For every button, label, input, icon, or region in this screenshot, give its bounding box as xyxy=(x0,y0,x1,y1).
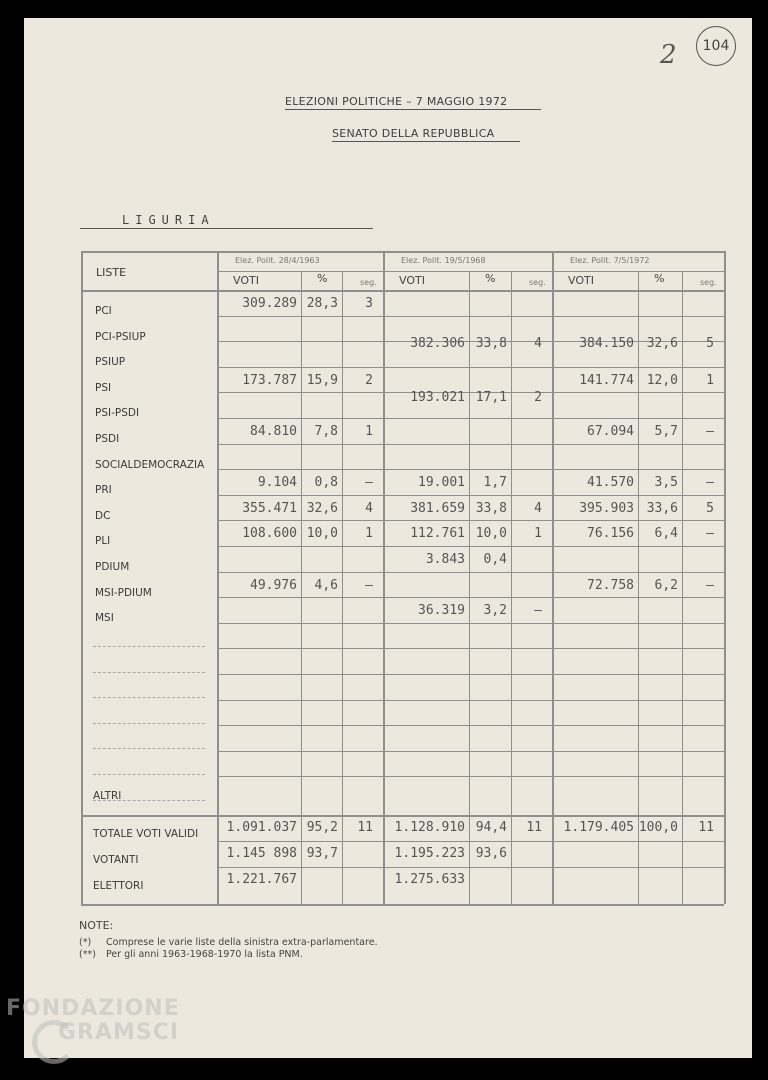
cell-voti: 173.787 xyxy=(242,372,297,388)
cell-voti: 19.001 xyxy=(418,475,465,491)
table-row-line xyxy=(217,316,724,317)
table-row-line xyxy=(217,597,724,598)
note-text-1: Comprese le varie liste della sinistra extra-parlamentare. xyxy=(106,937,378,948)
list-name: PDIUM xyxy=(95,561,130,573)
cell-seg: 1 xyxy=(365,526,373,542)
region-title: LIGURIA xyxy=(80,213,373,229)
archive-number: 104 xyxy=(702,38,730,54)
list-name: PSI xyxy=(95,381,112,394)
list-name: PCI xyxy=(95,305,112,317)
cell-pct: 32,6 xyxy=(306,500,338,516)
table-row-line xyxy=(217,700,724,701)
cell-pct: 0,8 xyxy=(314,475,338,491)
blank-list-line xyxy=(93,774,205,775)
blank-list-line xyxy=(93,723,205,724)
cell-seg: – xyxy=(365,577,373,593)
table-row-line xyxy=(217,648,724,649)
cell-voti: 384.150 xyxy=(579,335,634,351)
cell-seg: 11 xyxy=(526,820,542,835)
list-name: DC xyxy=(95,509,111,522)
table-row-line xyxy=(217,546,724,547)
cell-voti: 108.600 xyxy=(242,526,297,542)
table-row-line xyxy=(217,674,724,675)
cell-pct: 32,6 xyxy=(646,335,678,351)
list-name: MSI xyxy=(95,612,114,625)
period-header-2: Elez. Polit. 19/5/1968 xyxy=(401,256,486,265)
cell-seg: – xyxy=(706,577,714,593)
list-name: PRI xyxy=(95,484,112,497)
cell-seg: – xyxy=(706,475,714,491)
cell-seg: 4 xyxy=(534,500,542,516)
cell-voti: 36.319 xyxy=(418,603,465,619)
total-label: ELETTORI xyxy=(93,880,144,892)
total-label: VOTANTI xyxy=(93,854,139,866)
table-row-line xyxy=(217,495,724,496)
blank-list-line xyxy=(93,672,205,673)
notes-title: NOTE: xyxy=(79,919,114,932)
cell-seg: 11 xyxy=(698,820,714,835)
cell-pct: 100,0 xyxy=(638,820,678,835)
blank-list-line xyxy=(93,697,205,698)
cell-pct: 17,1 xyxy=(475,390,507,406)
cell-pct: 95,2 xyxy=(306,820,338,835)
list-name: PSDI xyxy=(95,433,120,445)
table-row-line xyxy=(217,725,724,726)
cell-pct: 5,7 xyxy=(654,424,678,439)
table-totals-separator xyxy=(81,815,724,817)
liste-header: LISTE xyxy=(96,266,127,279)
note-mark-1: (*) xyxy=(79,937,92,948)
cell-voti: 382.306 xyxy=(410,335,465,351)
table-border-right xyxy=(724,251,726,904)
table-header-subline xyxy=(217,271,724,272)
cell-voti: 1.195.223 xyxy=(394,846,465,861)
table-row-line xyxy=(217,751,724,752)
cell-voti: 72.758 xyxy=(587,577,634,593)
table-row-line xyxy=(217,841,724,842)
cell-seg: 1 xyxy=(706,372,714,388)
table-border-top xyxy=(81,251,724,253)
cell-seg: 1 xyxy=(534,526,542,542)
total-label: TOTALE VOTI VALIDI xyxy=(93,828,199,840)
seg-header-2: seg. xyxy=(529,278,546,287)
cell-pct: 12,0 xyxy=(646,372,678,388)
pct-header-3: % xyxy=(654,272,665,285)
list-name: PLI xyxy=(95,535,111,548)
note-mark-2: (**) xyxy=(79,949,96,960)
cell-voti: 1.221.767 xyxy=(226,872,297,887)
cell-voti: 67.094 xyxy=(587,424,634,439)
cell-voti: 3.843 xyxy=(425,552,465,567)
cell-seg: 2 xyxy=(365,372,373,388)
period-header-3: Elez. Polit. 7/5/1972 xyxy=(570,256,650,265)
cell-voti: 112.761 xyxy=(410,526,465,542)
blank-list-line xyxy=(93,646,205,647)
cell-pct: 10,0 xyxy=(306,526,338,542)
cell-voti: 76.156 xyxy=(587,526,634,542)
table-row-line xyxy=(217,776,724,777)
list-name: PCI-PSIUP xyxy=(95,330,146,343)
cell-voti: 309.289 xyxy=(242,296,297,311)
seg-header-3: seg. xyxy=(700,278,717,287)
cell-voti: 1.275.633 xyxy=(394,872,465,887)
cell-seg: – xyxy=(534,603,542,619)
cell-pct: 4,6 xyxy=(314,577,338,593)
seg-header-1: seg. xyxy=(360,278,377,287)
voti-header-1: VOTI xyxy=(233,274,259,287)
cell-voti: 141.774 xyxy=(579,372,634,388)
cell-voti: 1.091.037 xyxy=(226,820,297,835)
blank-list-line xyxy=(93,748,205,749)
table-row-line xyxy=(217,469,724,470)
cell-pct: 0,4 xyxy=(483,552,507,567)
list-name: PSIUP xyxy=(95,356,126,369)
cell-pct: 33,6 xyxy=(646,500,678,516)
table-border-left xyxy=(81,251,83,904)
cell-pct: 6,2 xyxy=(654,577,678,593)
cell-seg: – xyxy=(365,475,373,491)
cell-pct: 7,8 xyxy=(314,424,338,439)
cell-voti: 1.145 898 xyxy=(226,846,297,861)
watermark-line2: GRAMSCI xyxy=(58,1020,180,1045)
list-name: MSI-PDIUM xyxy=(95,586,152,599)
cell-seg: – xyxy=(706,526,714,542)
cell-seg: 5 xyxy=(706,335,714,351)
cell-seg: 5 xyxy=(706,500,714,516)
watermark-line1: FONDAZIONE xyxy=(6,996,180,1021)
document-title: ELEZIONI POLITICHE – 7 MAGGIO 1972 xyxy=(285,95,541,110)
cell-seg: 3 xyxy=(365,296,373,311)
cell-voti: 84.810 xyxy=(250,424,297,439)
pct-header-1: % xyxy=(317,272,328,285)
voti-header-2: VOTI xyxy=(399,274,425,287)
cell-seg: 11 xyxy=(357,820,373,835)
note-text-2: Per gli anni 1963-1968-1970 la lista PNM. xyxy=(106,949,303,960)
cell-pct: 33,8 xyxy=(475,335,507,351)
cell-pct: 6,4 xyxy=(654,526,678,542)
table-row-line xyxy=(217,572,724,573)
document-subtitle: SENATO DELLA REPUBBLICA xyxy=(332,127,520,142)
list-name-altri: ALTRI xyxy=(93,790,122,802)
cell-pct: 93,6 xyxy=(475,846,507,861)
cell-voti: 355.471 xyxy=(242,500,297,516)
cell-seg: 2 xyxy=(534,390,542,406)
table-row-line xyxy=(217,520,724,521)
voti-header-3: VOTI xyxy=(568,274,594,287)
table-row-line xyxy=(217,418,724,419)
table-border-bottom xyxy=(81,904,724,906)
watermark-logo-icon xyxy=(32,1020,76,1064)
table-row-line xyxy=(217,367,724,368)
cell-pct: 33,8 xyxy=(475,500,507,516)
cell-seg: 4 xyxy=(365,500,373,516)
cell-voti: 9.104 xyxy=(257,475,297,491)
cell-pct: 94,4 xyxy=(475,820,507,835)
table-row-line xyxy=(217,623,724,624)
cell-voti: 395.903 xyxy=(579,500,634,516)
page-number: 2 xyxy=(660,40,677,70)
list-name: SOCIALDEMOCRAZIA xyxy=(95,458,205,471)
cell-seg: – xyxy=(706,424,714,439)
cell-pct: 3,5 xyxy=(654,475,678,491)
cell-seg: 4 xyxy=(534,335,542,351)
cell-pct: 3,2 xyxy=(483,603,507,619)
table-row-line xyxy=(217,444,724,445)
cell-voti: 1.179.405 xyxy=(563,820,634,835)
cell-seg: 1 xyxy=(365,424,373,439)
cell-pct: 93,7 xyxy=(306,846,338,861)
cell-pct: 15,9 xyxy=(306,372,338,388)
cell-voti: 41.570 xyxy=(587,475,634,491)
pct-header-2: % xyxy=(485,272,496,285)
cell-pct: 1,7 xyxy=(483,475,507,491)
table-header-bottom xyxy=(81,290,724,292)
cell-voti: 1.128.910 xyxy=(394,820,465,835)
period-header-1: Elez. Polit. 28/4/1963 xyxy=(235,256,320,265)
cell-voti: 193.021 xyxy=(410,390,465,406)
cell-pct: 28,3 xyxy=(306,296,338,311)
table-row-line xyxy=(217,867,724,868)
list-name: PSI-PSDI xyxy=(95,407,140,420)
cell-pct: 10,0 xyxy=(475,526,507,542)
cell-voti: 49.976 xyxy=(250,577,297,593)
cell-voti: 381.659 xyxy=(410,500,465,516)
